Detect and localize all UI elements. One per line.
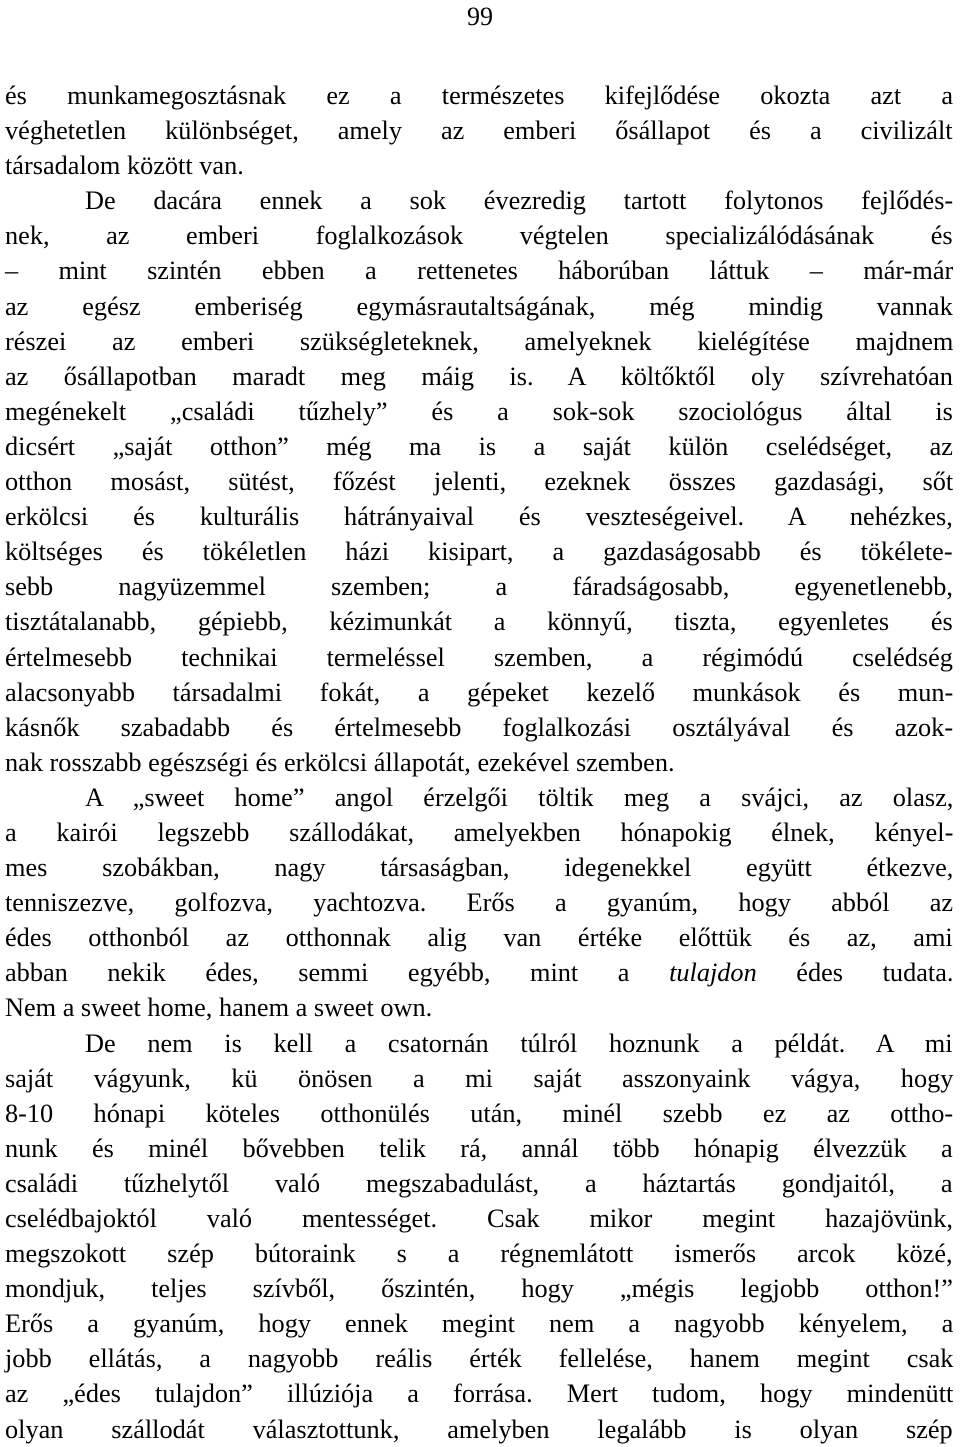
text-line: részei az emberi szükségleteknek, amelyeknek kielégítése majdnem [5,326,954,356]
text-line: dicsért „saját otthon” még ma is a saját külön cselédséget, az [5,431,953,461]
text-line: mondjuk, teljes szívből, őszintén, hogy „mégis legjobb otthon!” [5,1274,953,1304]
text-line: társadalom között van. [5,151,244,181]
text-line: jobb ellátás, a nagyobb reális érték fellelése, hanem megint csak [5,1344,954,1374]
text-line: De dacára ennek a sok évezredig tartott folytonos fejlődés- [85,186,954,216]
text-line: családi tűzhelytől való megszabadulást, a háztartás gondjaitól, a [5,1168,953,1198]
text-line: nek, az emberi foglalkozások végtelen specializálódásának és [5,221,953,251]
text-line: alacsonyabb társadalmi fokát, a gépeket kezelő munkások és mun- [5,677,954,707]
text-line: megénekelt „családi tűzhely” és a sok-sok szociológus által is [5,396,953,426]
text-line: Erős a gyanúm, hogy ennek megint nem a nagyobb kényelem, a [5,1309,954,1339]
text-line: saját vágyunk, kü önösen a mi saját asszonyaink vágya, hogy [5,1063,954,1093]
text-line: A „sweet home” angol érzelgői töltik meg a svájci, az olasz, [85,782,954,812]
text-line: értelmesebb technikai termeléssel szemben, a régimódú cselédség [5,642,953,672]
text-line: véghetetlen különbséget, amely az emberi ősállapot és a civilizált [5,116,953,146]
text-segment: abban nekik édes, semmi egyébb, mint a [5,958,670,988]
text-line: kásnők szabadabb és értelmesebb foglalkozási osztályával és azok- [5,712,954,742]
text-line: megszokott szép bútoraink s a régnemlátott ismerős arcok közé, [5,1239,953,1269]
text-line: a kairói legszebb szállodákat, amelyekben hónapokig élnek, kényel- [5,817,954,847]
page-number: 99 [467,2,493,31]
text-line: az „édes tulajdon” illúziója a forrása. Mert tudom, hogy mindenütt [5,1379,954,1409]
text-line: olyan szállodát választottunk, amelyben legalább is olyan szép [5,1414,953,1444]
text-line: és munkamegosztásnak ez a természetes kifejlődése okozta azt a [5,81,954,110]
text-line: nak rosszabb egészségi és erkölcsi állapotát, ezekével szemben. [5,747,675,777]
text-line: az egész emberiség egymásrautaltságának, még mindig vannak [5,291,953,321]
text-line: édes otthonból az otthonnak alig van értéke előttük és az, ami [5,923,953,953]
text-line: tisztátalanabb, gépiebb, kézimunkát a könnyű, tiszta, egyenletes és [5,607,953,637]
text-line: – mint szintén ebben a rettenetes háborúban láttuk – már-már [5,256,954,286]
text-line: költséges és tökéletlen házi kisipart, a gazdaságosabb és tökélete- [5,537,953,567]
text-line: otthon mosást, sütést, főzést jelenti, ezeknek összes gazdasági, sőt [5,467,954,497]
text-segment: édes tudata. [756,958,954,988]
text-line: 8-10 hónapi köteles otthonülés után, minél szebb ez az ottho- [5,1098,954,1128]
text-line: Nem a sweet home, hanem a sweet own. [5,993,433,1023]
text-line: mes szobákban, nagy társaságban, idegenekkel együtt étkezve, [5,853,954,883]
text-line: az ősállapotban maradt meg máig is. A költőktől oly szívrehatóan [5,361,953,391]
body-text [5,78,953,1447]
text-line: sebb nagyüzemmel szemben; a fáradságosabb, egyenetlenebb, [5,572,953,602]
text-line: cselédbajoktól való mentességet. Csak mikor megint hazajövünk, [5,1204,953,1233]
text-line: nunk és minél bővebben telik rá, annál több hónapig élvezzük a [5,1133,953,1163]
text-line: tenniszezve, golfozva, yachtozva. Erős a gyanúm, hogy abból az [5,888,954,918]
text-line: erkölcsi és kulturális hátrányaival és veszteségeivel. A nehézkes, [5,502,953,532]
text-line: De nem is kell a csatornán túlról hoznunk a példát. A mi [85,1028,953,1058]
text-line [5,955,953,990]
italic-word: tulajdon [669,958,757,988]
